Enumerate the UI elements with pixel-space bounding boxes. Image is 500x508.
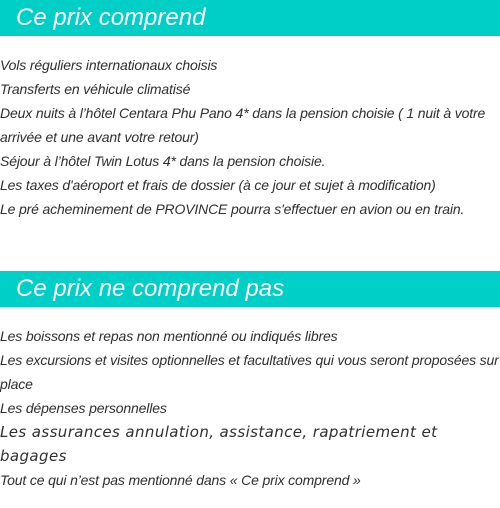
list-item: Les excursions et visites optionnelles et facultatives qui vous seront proposées sur place xyxy=(0,352,499,392)
list-item: Les assurances annulation, assistance, rapatriement et bagages xyxy=(0,423,438,465)
list-item: Les taxes d'aéroport et frais de dossier (à ce jour et sujet à modification) xyxy=(0,177,436,193)
list-item: Deux nuits à l’hôtel Centara Phu Pano 4* dans la pension choisie ( 1 nuit à votre arrivée et une avant votre retour) xyxy=(0,105,486,145)
included-section xyxy=(0,0,500,221)
list-item: Transferts en véhicule climatisé xyxy=(0,81,191,97)
included-title: Ce prix comprend xyxy=(0,0,500,36)
list-item: Tout ce qui n’est pas mentionné dans « Ce prix comprend » xyxy=(0,472,361,488)
included-list xyxy=(0,53,500,221)
excluded-section xyxy=(0,271,500,492)
list-item: Les dépenses personnelles xyxy=(0,400,167,416)
excluded-title: Ce prix ne comprend pas xyxy=(0,271,500,307)
list-item: Les boissons et repas non mentionné ou indiqués libres xyxy=(0,328,338,344)
list-item: Vols réguliers internationaux choisis xyxy=(0,57,218,73)
list-item: Le pré acheminement de PROVINCE pourra s'effectuer en avion ou en train. xyxy=(0,201,465,217)
excluded-list xyxy=(0,324,500,492)
list-item: Séjour à l’hôtel Twin Lotus 4* dans la pension choisie. xyxy=(0,153,326,169)
